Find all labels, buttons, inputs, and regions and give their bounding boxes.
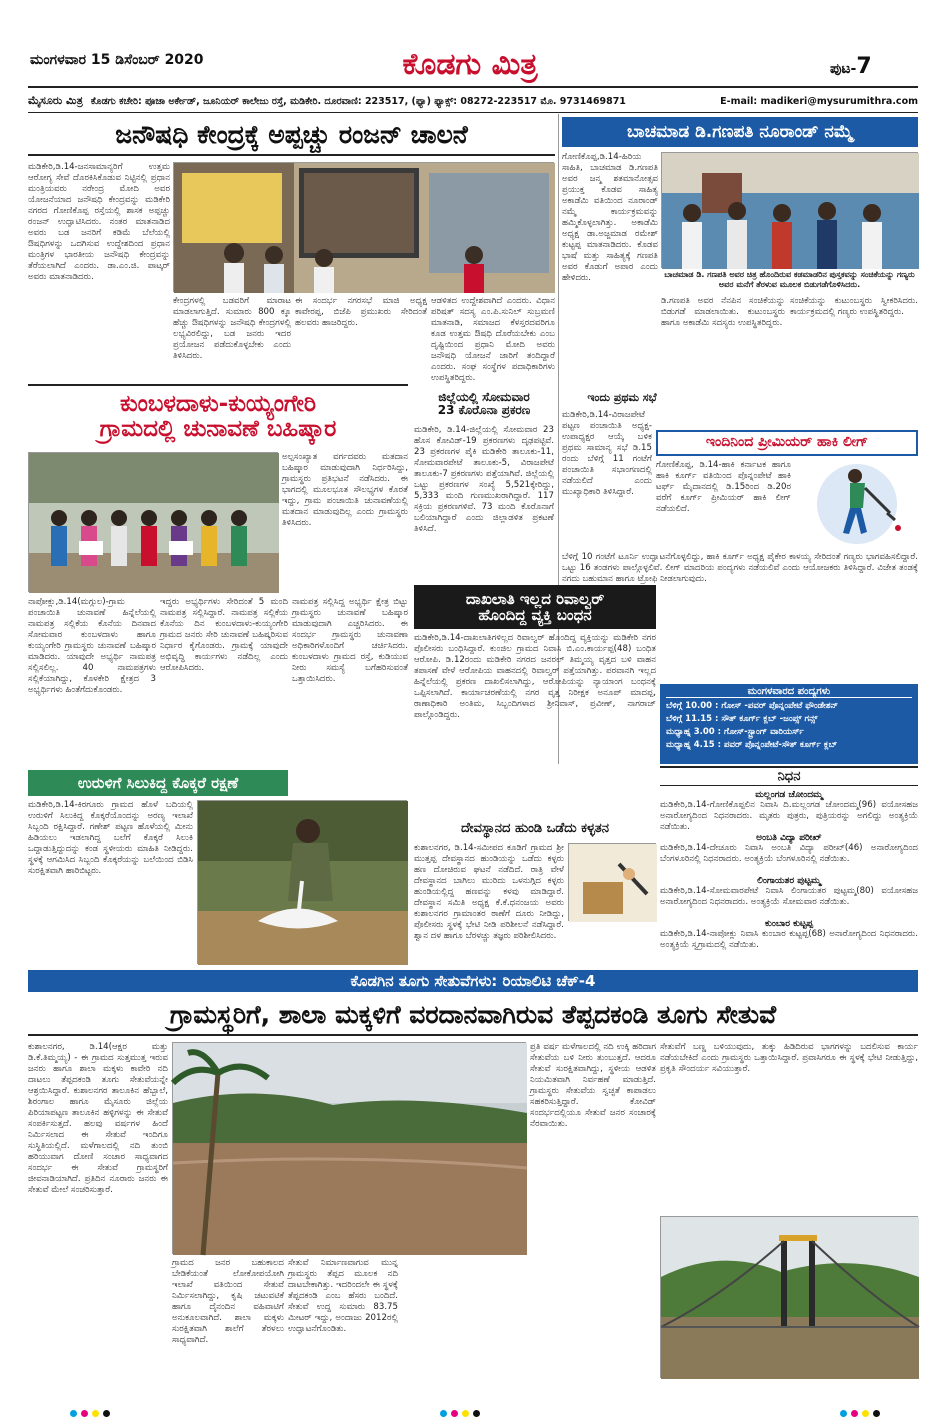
black-dot [103,1410,110,1417]
story2-column-1: ಗೋಣಿಕೊಪ್ಪ,ಡಿ.14-ಹಿರಿಯ ಸಾಹಿತಿ, ಬಾಚಮಾಡ ಡಿ.ಗಣಪತಿ ಅವರ ಜನ್ಮ ಶತಮಾನೋತ್ಸವ ಪ್ರಯುಕ್ತ ಕೊಡವ ಸಾಹಿತ್ಯ ಅಕಾಡೆಮಿ ವತಿಯಿಂದ ನೂರಾಂಡ್ ನಮ್ಮೆ ಕಾರ್ಯಕ್ರಮವನ್ನು ಹಮ್ಮಿಕೊಳ್ಳಲಾಗಿತ್ತು. ಅಕಾಡೆಮಿ ಅಧ್ಯಕ್ಷ ಡಾ.ಅಜ್ಜಮಾಡ ರಮೇಶ್ ಕುಟ್ಟಪ್ಪ ಮಾತನಾಡಿದರು. ಕೊಡವ ಭಾಷೆ ಮತ್ತು ಸಾಹಿತ್ಯಕ್ಕೆ ಗಣಪತಿ ಅವರ ಕೊಡುಗೆ ಅಪಾರ ಎಂದು ಹೇಳಿದರು. [562,152,658,283]
story5-headline: ಇಂದು ಪ್ರಥಮ ಸಭೆ [587,390,657,404]
story3-column-2: ಇದ್ದರು ಅಭ್ಯರ್ಥಿಗಳು ಸೇರಿದಂತೆ 5 ಮಂದಿ ನಾಮಪತ್ರ ಸಲ್ಲಿಸಿದ್ದಾರೆ. ನಾಮಪತ್ರ ಸಲ್ಲಿಕೆಯ ಕೊನೆಯ ದಿನ ಕುಂಬಳದಾಳು-ಕುಯ್ಯಂಗೇರಿ ಗ್ರಾಮದ ಜನರು ಸೇರಿ ಚುನಾವಣೆ ಬಹಿಷ್ಕರಿಸುವ ನಿರ್ಧಾರ ಕೈಗೊಂಡರು. ಗ್ರಾಮಕ್ಕೆ ಯಾವುದೇ ಅಭಿವೃದ್ಧಿ ಕಾರ್ಯಗಳು ನಡೆದಿಲ್ಲ ಎಂದು ಆರೋಪಿಸಿದರು. [160,597,288,673]
match-row: ಮಧ್ಯಾಹ್ನ 3.00 : ಗೋಸ್-ಸ್ಟ್ರಾಂಗ್ ವಾರಿಯರ್ಸ್ [666,727,804,737]
story4-headline-line1: ಜಿಲ್ಲೆಯಲ್ಲಿ ಸೋಮವಾರ [438,389,530,404]
story3-column-3: ನಾಮಪತ್ರ ಸಲ್ಲಿಸಿದ್ದ ಅಭ್ಯರ್ಥಿ ಕ್ಷೇತ್ರ ಬಿಟ್ಟು ಗ್ರಾಮಸ್ಥರು ಚುನಾವಣೆ ಬಹಿಷ್ಕಾರ ಮಾಡುವುದಾಗಿ ಎಚ್ಚರಿಸಿದರು. ಈ ಸಂದರ್ಭ ಗ್ರಾಮಸ್ಥರು ಚುನಾವಣಾ ಅಧಿಕಾರಿಗಳೊಂದಿಗೆ ಚರ್ಚಿಸಿದರು. ಕುಂಬಳದಾಳು ಗ್ರಾಮದ ರಸ್ತೆ, ಕುಡಿಯುವ ನೀರು ಸಮಸ್ಯೆ ಬಗೆಹರಿಸುವಂತೆ ಒತ್ತಾಯಿಸಿದರು. [292,597,408,684]
story8-body: ಮಡಿಕೇರಿ,ಡಿ.14-ಕಿರಗೂರು ಗ್ರಾಮದ ಹೊಳೆ ಬದಿಯಲ್ಲಿ ಉರುಳಿಗೆ ಸಿಲುಕಿದ್ದ ಕೊಕ್ಕರೆಯೊಂದನ್ನು ಅರಣ್ಯ ಇಲಾಖೆ ಸಿಬ್ಬಂದಿ ರಕ್ಷಿಸಿದ್ದಾರೆ. ಗಣೇಶ್ ಪಟ್ಟಣ ಹೊಳೆಯಲ್ಲಿ ಮೀನು ಹಿಡಿಯಲು ಇಡಲಾಗಿದ್ದ ಬಲೆಗೆ ಕೊಕ್ಕರೆ ಸಿಲುಕಿ ಒದ್ದಾಡುತ್ತಿದ್ದುದನ್ನು ಕಂಡ ಸ್ಥಳೀಯರು ಮಾಹಿತಿ ನೀಡಿದ್ದರು. ಸ್ಥಳಕ್ಕೆ ಆಗಮಿಸಿದ ಸಿಬ್ಬಂದಿ ಕೊಕ್ಕರೆಯನ್ನು ಬಲೆಯಿಂದ ಬಿಡಿಸಿ ಸುರಕ್ಷಿತವಾಗಿ ಹಾರಿಬಿಟ್ಟರು. [28,800,193,876]
story3-column-1: ನಾಪೋಕ್ಲು,ಡಿ.14(ಮಗ್ಗುಲ)-ಗ್ರಾಮ ಪಂಚಾಯಿತಿ ಚುನಾವಣೆ ಹಿನ್ನೆಲೆಯಲ್ಲಿ ನಾಮಪತ್ರ ಸಲ್ಲಿಕೆಯ ಕೊನೆಯ ದಿನವಾದ ಸೋಮವಾರ ಕುಂಬಳದಾಳು ಹಾಗೂ ಕುಯ್ಯಂಗೇರಿ ಗ್ರಾಮಸ್ಥರು ಚುನಾವಣೆ ಬಹಿಷ್ಕಾರ ಮಾಡಿದರು. ಯಾವುದೇ ಅಭ್ಯರ್ಥಿ ನಾಮಪತ್ರ ಸಲ್ಲಿಸಲಿಲ್ಲ. 40 ನಾಮಪತ್ರಗಳು ಸಲ್ಲಿಕೆಯಾಗಿದ್ದು, ಕೊಳಕೇರಿ ಕ್ಷೇತ್ರದ 3 ಅಭ್ಯರ್ಥಿಗಳು ಹಿಂತೆಗೆದುಕೊಂಡರು. [28,597,156,695]
obituary-title: ನಿಧನ [777,768,801,784]
protest-photo [29,453,279,593]
story1-column-2: ಕೇಂದ್ರಗಳಲ್ಲಿ ಬಡವರಿಗೆ ಮಾರಾಟ ಮಾಡಲಾಗುತ್ತಿದೆ. ಸುಮಾರು 800 ಕ್ಕೂ ಹೆಚ್ಚು ಔಷಧಿಗಳನ್ನು ಜನೌಷಧಿ ಕೇಂದ್ರಗಳಲ್ಲಿ ಲಭ್ಯವಿರಲಿದ್ದು, ಬಡ ಜನರು ಇದರ ಪ್ರಯೋಜನ ಪಡೆದುಕೊಳ್ಳಬೇಕು ಎಂದು ತಿಳಿಸಿದರು. [173,296,291,361]
river-landscape-photo [173,1043,527,1255]
cyan-dot [840,1410,847,1417]
book-release-photo [662,153,919,269]
match-row: ಮಧ್ಯಾಹ್ನ 4.15 : ಪವರ್ ಪೊನ್ನಂಪೇಟೆ-ಸೌತ್ ಕೂರ್ಗ್ ಕ್ಲಬ್ [666,740,838,750]
story10-column-5: ಸೇತುವೆಗೆ ಬಣ್ಣ ಬಳಿಯುವುದು, ತುಕ್ಕು ಹಿಡಿದಿರುವ ಭಾಗಗಳನ್ನು ಬದಲಿಸುವ ಕಾರ್ಯ ನಡೆಯಬೇಕಿದೆ ಎಂದು ಗ್ರಾಮಸ್ಥರು ಒತ್ತಾಯಿಸಿದ್ದಾರೆ. ಪ್ರವಾಸಿಗರೂ ಈ ಸ್ಥಳಕ್ಕೆ ಭೇಟಿ ನೀಡುತ್ತಿದ್ದು, ಪ್ರಕೃತಿ ಸೌಂದರ್ಯ ಸವಿಯುತ್ತಾರೆ. [660,1042,918,1074]
yellow-dot [92,1410,99,1417]
story9-headline: ದೇವಸ್ಥಾನದ ಹುಂಡಿ ಒಡೆದು ಕಳ್ಳತನ [460,820,610,836]
bridge-photo [660,1216,918,1378]
header-rule [28,86,918,88]
match-row: ಬೆಳಿಗ್ಗೆ 11.15 : ಸೌತ್ ಕೂರ್ಗ್ ಕ್ಲಬ್ -ಜಂಪ್ಸ್ ಗನ್ಸ್ [666,714,818,724]
obituary-name: ಅಂಬತಿ ವಿದ್ಯಾ ಪರೀಖ್ [756,833,822,843]
registration-dots-left [70,1410,110,1417]
subheader [28,92,918,110]
story10-column-4: ಪ್ರತಿ ವರ್ಷ ಮಳೆಗಾಲದಲ್ಲಿ ನದಿ ಉಕ್ಕಿ ಹರಿದಾಗ ಸೇತುವೆಯ ಬಳಿ ನೀರು ತುಂಬುತ್ತದೆ. ಆದರೂ ಸೇತುವೆ ಸುರಕ್ಷಿತವಾಗಿದ್ದು, ಸ್ಥಳೀಯ ಆಡಳಿತ ನಿಯಮಿತವಾಗಿ ನಿರ್ವಹಣೆ ಮಾಡುತ್ತಿದೆ. ಗ್ರಾಮಸ್ಥರು ಸೇತುವೆಯ ಸ್ವಚ್ಛತೆ ಕಾಪಾಡಲು ಸಹಕರಿಸುತ್ತಿದ್ದಾರೆ. ಕೋವಿಡ್ ಸಂದರ್ಭದಲ್ಲಿಯೂ ಸೇತುವೆ ಜನರ ಸಂಚಾರಕ್ಕೆ ನೆರವಾಯಿತು. [530,1042,656,1129]
email-address: E-mail: madikeri@mysurumithra.com [720,95,918,107]
story8-photo [197,800,407,964]
story4-body: ಮಡಿಕೇರಿ, ಡಿ.14-ಜಿಲ್ಲೆಯಲ್ಲಿ ಸೋಮವಾರ 23 ಹೊಸ ಕೋವಿಡ್-19 ಪ್ರಕರಣಗಳು ದೃಢಪಟ್ಟಿವೆ. 23 ಪ್ರಕರಣಗಳ ಪೈಕಿ ಮಡಿಕೇರಿ ತಾಲೂಕು-11, ಸೋಮವಾರಪೇಟೆ ತಾಲೂಕು-5, ವಿರಾಜಪೇಟೆ ತಾಲೂಕು-7 ಪ್ರಕರಣಗಳು ಪತ್ತೆಯಾಗಿವೆ. ಜಿಲ್ಲೆಯಲ್ಲಿ ಒಟ್ಟು ಪ್ರಕರಣಗಳ ಸಂಖ್ಯೆ 5,521ಕ್ಕೇರಿದ್ದು, 5,333 ಮಂದಿ ಗುಣಮುಖರಾಗಿದ್ದಾರೆ. 117 ಸಕ್ರಿಯ ಪ್ರಕರಣಗಳಿವೆ. 73 ಮಂದಿ ಕೊರೊನಾಗೆ ಬಲಿಯಾಗಿದ್ದಾರೆ ಎಂದು ಜಿಲ್ಲಾಡಳಿತ ಪ್ರಕಟಣೆ ತಿಳಿಸಿದೆ. [414,425,554,534]
page-prefix: ಪುಟ- [830,61,857,77]
hanging-bridge-photo [661,1217,919,1379]
obituary-item [660,919,918,951]
story7-headline-line2: ಹೊಂದಿದ್ದ ವ್ಯಕ್ತಿ ಬಂಧನ [478,606,592,624]
story7-headline [414,585,656,629]
black-dot [473,1410,480,1417]
black-dot [873,1410,880,1417]
obituary-item [660,876,918,919]
brand-name: ಮೈಸೂರು ಮಿತ್ರ [28,94,83,107]
story6-headline: ಇಂದಿನಿಂದ ಪ್ರೀಮಿಯರ್ ಹಾಕಿ ಲೀಗ್ [656,430,918,456]
story10-column-1: ಕುಶಾಲನಗರ, ಡಿ.14(ಆಕ್ಷರ ಮತ್ತು ಡಿ.ಕೆ.ತಿಮ್ಮಯ್ಯ) - ಈ ಗ್ರಾಮದ ಸುತ್ತಮುತ್ತ ಇರುವ ಜನರು ಹಾಗೂ ಶಾಲಾ ಮಕ್ಕಳು ಕಾವೇರಿ ನದಿ ದಾಟಲು ತೆಪ್ಪದಕಂಡಿ ತೂಗು ಸೇತುವೆಯನ್ನೇ ಆಶ್ರಯಿಸಿದ್ದಾರೆ. ಕುಶಾಲನಗರ ತಾಲೂಕಿನ ಹೆಬ್ಬಾಲೆ, ಶಿರಂಗಾಲ ಹಾಗೂ ಮೈಸೂರು ಜಿಲ್ಲೆಯ ಪಿರಿಯಾಪಟ್ಟಣ ತಾಲೂಕಿನ ಹಳ್ಳಿಗಳನ್ನು ಈ ಸೇತುವೆ ಸಂಪರ್ಕಿಸುತ್ತದೆ. ಹಲವು ವರ್ಷಗಳ ಹಿಂದೆ ನಿರ್ಮಿಸಲಾದ ಈ ಸೇತುವೆ ಇಂದಿಗೂ ಸುಸ್ಥಿತಿಯಲ್ಲಿದೆ. ಮಳೆಗಾಲದಲ್ಲಿ ನದಿ ತುಂಬಿ ಹರಿಯುವಾಗ ದೋಣಿ ಸಂಚಾರ ಸಾಧ್ಯವಾಗದ ಸಂದರ್ಭ ಈ ಸೇತುವೆ ಗ್ರಾಮಸ್ಥರಿಗೆ ಜೀವನಾಡಿಯಾಗಿದೆ. ಪ್ರತಿದಿನ ನೂರಾರು ಜನರು ಈ ಸೇತುವೆ ಮೇಲೆ ಸಂಚರಿಸುತ್ತಾರೆ. [28,1042,168,1195]
obituary-text: ಮಡಿಕೇರಿ,ಡಿ.14-ಸೋಮವಾರಪೇಟೆ ನಿವಾಸಿ ಲಿಂಗಾಯತರ ಪುಟ್ಟಮ್ಮ(80) ವಯೋಸಹಜ ಅನಾರೋಗ್ಯದಿಂದ ನಿಧನರಾದರು. ಅಂತ್ಯಕ್ರಿಯೆ ಸೋಮವಾರ ನಡೆಯಿತು. [660,886,918,907]
page-number [830,54,872,79]
obituary-text: ಮಡಿಕೇರಿ,ಡಿ.14-ನಾಪೋಕ್ಲು ನಿವಾಸಿ ಕುಂಬಾರ ಕುಟ್ಟಪ್ಪ(68) ಅನಾರೋಗ್ಯದಿಂದ ನಿಧನರಾದರು. ಅಂತ್ಯಕ್ರಿಯೆ ಸ್ವಗ್ರಾಮದಲ್ಲಿ ನಡೆಯಿತು. [660,929,918,950]
story1-column-4: ಆಡಳಿತದ ಉದ್ದೇಶವಾಗಿದೆ ಎಂದರು. ವಿಧಾನ ಪರಿಷತ್ ಸದಸ್ಯ ಎಂ.ಪಿ.ಸುನಿಲ್ ಸುಬ್ರಮಣಿ ಮಾತನಾಡಿ, ಸಮಾಜದ ಕೆಳಸ್ತರದವರಿಗೂ ಕೂಡ ಉತ್ತಮ ಔಷಧಿ ದೊರೆಯಬೇಕು ಎಂಬ ದೃಷ್ಟಿಯಿಂದ ಪ್ರಧಾನಿ ಮೋದಿ ಅವರು ಜನೌಷಧಿ ಯೋಜನೆ ಜಾರಿಗೆ ತಂದಿದ್ದಾರೆ ಎಂದರು. ಸಂಘ ಸಂಸ್ಥೆಗಳ ಪದಾಧಿಕಾರಿಗಳು ಉಪಸ್ಥಿತರಿದ್ದರು. [431,296,555,383]
obituary-text: ಮಡಿಕೇರಿ,ಡಿ.14-ದೇಚೂರು ನಿವಾಸಿ ಅಂಬತಿ ವಿದ್ಯಾ ಪರೀಖ್(46) ಅನಾರೋಗ್ಯದಿಂದ ಬೆಂಗಳೂರಿನಲ್ಲಿ ನಿಧನರಾದರು. ಅಂತ್ಯಕ್ರಿಯೆ ಬೆಂಗಳೂರಿನಲ್ಲಿ ನಡೆಯಿತು. [660,843,918,864]
subheader-rule [28,112,918,113]
story10-column-2: ಗ್ರಾಮದ ಜನರ ಬಹುಕಾಲದ ಬೇಡಿಕೆಯಂತೆ ಲೋಕೋಪಯೋಗಿ ಇಲಾಖೆ ವತಿಯಿಂದ ಸೇತುವೆ ನಿರ್ಮಿಸಲಾಗಿದ್ದು, ಕೃಷಿ ಚಟುವಟಿಕೆ ಹಾಗೂ ದೈನಂದಿನ ವಹಿವಾಟಿಗೆ ಅನುಕೂಲವಾಗಿದೆ. ಶಾಲಾ ಮಕ್ಕಳು ಸುರಕ್ಷಿತವಾಗಿ ಶಾಲೆಗೆ ತೆರಳಲು ಸಾಧ್ಯವಾಗಿದೆ. [172,1258,284,1345]
hockey-player-illustration [795,458,918,550]
magenta-dot [451,1410,458,1417]
registration-dots-center [440,1410,480,1417]
river-photo [172,1042,526,1254]
story2-column-3: ಸಂಚಿಕೆಯನ್ನು ಕುಟುಂಬಸ್ಥರು ಸ್ವೀಕರಿಸಿದರು. ಕಾರ್ಯಕ್ರಮದಲ್ಲಿ ಗಣ್ಯರು ಉಪಸ್ಥಿತರಿದ್ದರು. [790,296,918,317]
story7-headline-line1: ದಾಖಲಾತಿ ಇಲ್ಲದ ರಿವಾಲ್ವರ್ [465,589,605,608]
story9-illustration [568,843,656,921]
story6-body-1: ಗೋಣಿಕೊಪ್ಪ, ಡಿ.14-ಹಾಕಿ ಕರ್ನಾಟಕ ಹಾಗೂ ಹಾಕಿ ಕೂರ್ಗ್ ವತಿಯಿಂದ ಪೊನ್ನಂಪೇಟೆ ಹಾಕಿ ಟರ್ಫ್ ಮೈದಾನದಲ್ಲಿ ಡಿ.15ರಿಂದ ಡಿ.20ರ ವರೆಗೆ ಕೂರ್ಗ್ ಪ್ರೀಮಿಯರ್ ಹಾಕಿ ಲೀಗ್ ನಡೆಯಲಿದೆ. [656,460,791,514]
cyan-dot [440,1410,447,1417]
obituary-header [660,766,918,786]
office-address: ಕೊಡಗು ಕಚೇರಿ: ಪೂಜಾ ಅರ್ಕೇಡ್, ಜೂನಿಯರ್ ಕಾಲೇಜು ರಸ್ತೆ, ಮಡಿಕೇರಿ. ದೂರವಾಣಿ: 223517, (ಫ್ಯಾ) ಫ್ಯಾಕ್ಸ್: 08272-223517 ಮೊ. 9731469871 [90,95,626,107]
story3-headline [28,384,408,448]
obituary-name: ಕುಂಬಾರ ಕುಟ್ಟಪ್ಪ [764,919,814,929]
matches-title: ಮಂಗಳವಾರದ ಪಂದ್ಯಗಳು [666,686,912,698]
obituary-list [660,790,918,965]
story3-headline-line2: ಗ್ರಾಮದಲ್ಲಿ ಚುನಾವಣೆ ಬಹಿಷ್ಕಾರ [99,416,337,442]
story2-column-2: ಡಿ.ಗಣಪತಿ ಅವರ ನೆನಪಿನ ಸಂಚಿಕೆಯನ್ನು ಬಿಡುಗಡೆ ಮಾಡಲಾಯಿತು. ಕುಟುಂಬಸ್ಥರು ಹಾಗೂ ಅಕಾಡೆಮಿ ಸದಸ್ಯರು ಉಪಸ್ಥಿತರಿದ್ದರು. [661,296,785,328]
cyan-dot [70,1410,77,1417]
registration-dots-right [840,1410,880,1417]
story2-headline: ಬಾಚಮಾಡ ಡಿ.ಗಣಪತಿ ನೂರಾಂಡ್ ನಮ್ಮೆ [562,117,918,147]
story4-headline [414,386,554,422]
story6-body-2-start [656,511,791,551]
obituary-text: ಮಡಿಕೇರಿ,ಡಿ.14-ಗೋಣಿಕೊಪ್ಪಲಿನ ನಿವಾಸಿ ದಿ.ಮಲ್ಲಂಗಡ ಚೋಂದಮ್ಮ(96) ವಯೋಸಹಜ ಅನಾರೋಗ್ಯದಿಂದ ನಿಧನರಾದರು. ಮೃತರು ಪುತ್ರರು, ಪುತ್ರಿಯರನ್ನು ಅಗಲಿದ್ದು ಅಂತ್ಯಕ್ರಿಯೆ ನಡೆಯಿತು. [660,800,918,832]
magenta-dot [851,1410,858,1417]
obituary-item [660,790,918,833]
hockey-player-icon [795,458,918,550]
story6-body-2: ಬೆಳಿಗ್ಗೆ 10 ಗಂಟೆಗೆ ಟೂರ್ನಿ ಉದ್ಘಾಟನೆಗೊಳ್ಳಲಿದ್ದು, ಹಾಕಿ ಕೂರ್ಗ್ ಅಧ್ಯಕ್ಷ ಪೈಕೇರ ಕಾಳಯ್ಯ ಸೇರಿದಂತೆ ಗಣ್ಯರು ಭಾಗವಹಿಸಲಿದ್ದಾರೆ. ಒಟ್ಟು 16 ತಂಡಗಳು ಪಾಲ್ಗೊಳ್ಳಲಿವೆ. ಲೀಗ್ ಮಾದರಿಯ ಪಂದ್ಯಗಳು ನಡೆಯಲಿವೆ ಎಂದು ಆಯೋಜಕರು ತಿಳಿಸಿದ್ದಾರೆ. ವಿಜೇತ ತಂಡಕ್ಕೆ ನಗದು ಬಹುಮಾನ ಹಾಗೂ ಟ್ರೋಫಿ ನೀಡಲಾಗುವುದು. [562,552,918,584]
obituary-name: ಲಿಂಗಾಯತರ ಪುಟ್ಟಮ್ಮ [757,876,821,886]
story2-caption: ಬಾಚಮಾಡ ಡಿ. ಗಣಪತಿ ಅವರ ಚಿತ್ರ ಹೊಂದಿರುವ ಕಡಮಾಡರಿನ ಪುಸ್ತಕವನ್ನು ಸಂಚಿಕೆಯನ್ನು ಗಣ್ಯರು ಅವರ ಮನೆಗೆ ತೆರಳುವ ಮೂಲಕ ಬಿಡುಗಡೆಗೊಳಿಸಿದರು. [664,270,915,289]
theft-illustration-icon [569,844,657,922]
story9-body: ಕುಶಾಲನಗರ, ಡಿ.14-ಸಮೀಪದ ಕೂಡಿಗೆ ಗ್ರಾಮದ ಶ್ರೀ ಮುತ್ತಪ್ಪ ದೇವಸ್ಥಾನದ ಹುಂಡಿಯನ್ನು ಒಡೆದು ಕಳ್ಳರು ಹಣ ದೋಚಿರುವ ಘಟನೆ ನಡೆದಿದೆ. ರಾತ್ರಿ ವೇಳೆ ದೇವಸ್ಥಾನದ ಬಾಗಿಲು ಮುರಿದು ಒಳನುಗ್ಗಿದ ಕಳ್ಳರು ಹುಂಡಿಯಲ್ಲಿದ್ದ ಹಣವನ್ನು ಕಳವು ಮಾಡಿದ್ದಾರೆ. ದೇವಸ್ಥಾನ ಸಮಿತಿ ಅಧ್ಯಕ್ಷ ಕೆ.ಕೆ.ಧನಂಜಯ ಅವರು ಕುಶಾಲನಗರ ಗ್ರಾಮಾಂತರ ಠಾಣೆಗೆ ದೂರು ನೀಡಿದ್ದು, ಪೊಲೀಸರು ಸ್ಥಳಕ್ಕೆ ಭೇಟಿ ನೀಡಿ ಪರಿಶೀಲನೆ ನಡೆಸಿದ್ದಾರೆ. ಶ್ವಾನ ದಳ ಹಾಗೂ ಬೆರಳಚ್ಚು ತಜ್ಞರು ಪರಿಶೀಲಿಸಿದರು. [414,843,564,941]
magenta-dot [81,1410,88,1417]
story1-headline: ಜನೌಷಧಿ ಕೇಂದ್ರಕ್ಕೆ ಅಪ್ಪಚ್ಚು ರಂಜನ್ ಚಾಲನೆ [28,116,555,156]
story3-headline-line1: ಕುಂಬಳದಾಳು-ಕುಯ್ಯಂಗೇರಿ [119,390,317,417]
story3-side-column: ಅಲ್ಪಸಂಖ್ಯಾತ ವರ್ಗದವರು ಮತದಾನ ಬಹಿಷ್ಕಾರ ಮಾಡುವುದಾಗಿ ನಿರ್ಧರಿಸಿದ್ದು, ಗ್ರಾಮಸ್ಥರು ಪ್ರತಿಭಟನೆ ನಡೆಸಿದರು. ಈ ಭಾಗದಲ್ಲಿ ಮೂಲಭೂತ ಸೌಲಭ್ಯಗಳ ಕೊರತೆ ಇದ್ದು, ಗ್ರಾಮ ಪಂಚಾಯಿತಿ ಚುನಾವಣೆಯಲ್ಲಿ ಮತದಾನ ಮಾಡುವುದಿಲ್ಲ ಎಂದು ಗ್ರಾಮಸ್ಥರು ತಿಳಿಸಿದರು. [282,452,408,528]
story3-photo [28,452,278,592]
story8-headline: ಉರುಳಿಗೆ ಸಿಲುಕಿದ್ದ ಕೊಕ್ಕರೆ ರಕ್ಷಣೆ [28,770,288,796]
obituary-name: ಮಲ್ಲಂಗಡ ಚೋಂದಮ್ಮ [755,790,823,800]
match-row: ಬೆಳಿಗ್ಗೆ 10.00 : ಗೋಸ್ -ಪವರ್ ಪೊನ್ನಂಪೇಟೆ ಫೌಂಡೇಶನ್ [666,701,838,711]
story10-column-3b [402,1258,526,1378]
yellow-dot [462,1410,469,1417]
story2-photo [661,152,918,268]
story1-column-1: ಮಡಿಕೇರಿ,ಡಿ.14-ಜನಸಾಮಾನ್ಯರಿಗೆ ಉತ್ತಮ ಆರೋಗ್ಯ ಸೇವೆ ದೊರಕಿಸಿಕೊಡುವ ನಿಟ್ಟಿನಲ್ಲಿ ಪ್ರಧಾನ ಮಂತ್ರಿಯವರು ನರೇಂದ್ರ ಮೋದಿ ಅವರ ಯೋಜನೆಯಾದ ಜನೌಷಧಿ ಕೇಂದ್ರವನ್ನು ಮಡಿಕೇರಿ ನಗರದ ಗೋಣಿಕೊಪ್ಪ ರಸ್ತೆಯಲ್ಲಿ ಶಾಸಕ ಅಪ್ಪಚ್ಚು ರಂಜನ್ ಉದ್ಘಾಟಿಸಿದರು. ನಂತರ ಮಾತನಾಡಿದ ಅವರು ಬಡ ಜನರಿಗೆ ಕಡಿಮೆ ಬೆಲೆಯಲ್ಲಿ ಔಷಧಿಗಳನ್ನು ಒದಗಿಸುವ ಉದ್ದೇಶದಿಂದ ಪ್ರಧಾನ ಮಂತ್ರಿಗಳ ಭಾರತೀಯ ಜನೌಷಧಿ ಕೇಂದ್ರವನ್ನು ತೆರೆಯಲಾಗಿದೆ ಎಂದರು. ಡಾ.ಎಂ.ಜಿ. ಪಾಟ್ಕರ್ ಅವರು ಮಾತನಾಡಿದರು. [28,162,170,282]
story1-column-3: ಈ ಸಂದರ್ಭ ನಗರಸಭೆ ಮಾಜಿ ಅಧ್ಯಕ್ಷ ಕಾವೇರಪ್ಪ, ಬಿಜೆಪಿ ಪ್ರಮುಖರು ಸೇರಿದಂತೆ ಹಲವರು ಹಾಜರಿದ್ದರು. [295,296,427,328]
story10-headline: ಗ್ರಾಮಸ್ಥರಿಗೆ, ಶಾಲಾ ಮಕ್ಕಳಿಗೆ ವರದಾನವಾಗಿರುವ ತೆಪ್ಪದಕಂಡಿ ತೂಗು ಸೇತುವೆ [28,996,918,1036]
series-band: ಕೊಡಗಿನ ತೂಗು ಸೇತುವೆಗಳು: ರಿಯಾಲಿಟಿ ಚೆಕ್-4 [28,970,918,992]
story1-photo [173,162,554,292]
stork-rescue-photo [198,801,408,965]
issue-date: ಮಂಗಳವಾರ 15 ಡಿಸೆಂಬರ್ 2020 [30,52,204,68]
obituary-item [660,833,918,876]
story5-body: ಮಡಿಕೇರಿ,ಡಿ.14-ವಿರಾಜಪೇಟೆ ಪಟ್ಟಣ ಪಂಚಾಯಿತಿ ಅಧ್ಯಕ್ಷ-ಉಪಾಧ್ಯಕ್ಷರ ಆಯ್ಕೆ ಬಳಿಕ ಪ್ರಥಮ ಸಾಮಾನ್ಯ ಸಭೆ ಡಿ.15 ರಂದು ಬೆಳಿಗ್ಗೆ 11 ಗಂಟೆಗೆ ಪಂಚಾಯಿತಿ ಸಭಾಂಗಣದಲ್ಲಿ ನಡೆಯಲಿದೆ ಎಂದು ಮುಖ್ಯಾಧಿಕಾರಿ ತಿಳಿಸಿದ್ದಾರೆ. [562,410,652,497]
yellow-dot [862,1410,869,1417]
story10-column-3: ಸೇತುವೆ ನಿರ್ಮಾಣವಾಗುವ ಮುನ್ನ ಗ್ರಾಮಸ್ಥರು ತೆಪ್ಪದ ಮೂಲಕ ನದಿ ದಾಟಬೇಕಾಗಿತ್ತು. ಇದರಿಂದಲೇ ಈ ಸ್ಥಳಕ್ಕೆ ತೆಪ್ಪದಕಂಡಿ ಎಂಬ ಹೆಸರು ಬಂದಿದೆ. ಸೇತುವೆ ಉದ್ದ ಸುಮಾರು 83.75 ಮೀಟರ್ ಇದ್ದು, ಅಂದಾಜು 2012ರಲ್ಲಿ ಉದ್ಘಾಟನೆಗೊಂಡಿತು. [288,1258,398,1334]
story7-body: ಮಡಿಕೇರಿ,ಡಿ.14-ದಾಖಲಾತಿಗಳಿಲ್ಲದ ರಿವಾಲ್ವರ್ ಹೊಂದಿದ್ದ ವ್ಯಕ್ತಿಯನ್ನು ಮಡಿಕೇರಿ ನಗರ ಪೊಲೀಸರು ಬಂಧಿಸಿದ್ದಾರೆ. ಕುಂಜಿಲ ಗ್ರಾಮದ ನಿವಾಸಿ ಬಿ.ಎಂ.ಕಾರ್ಯಪ್ಪ(48) ಬಂಧಿತ ಆರೋಪಿ. ಡಿ.12ರಂದು ಮಡಿಕೇರಿ ನಗರದ ಜನರಲ್ ತಿಮ್ಮಯ್ಯ ವೃತ್ತದ ಬಳಿ ವಾಹನ ತಪಾಸಣೆ ವೇಳೆ ಆರೋಪಿಯ ವಾಹನದಲ್ಲಿ ರಿವಾಲ್ವರ್ ಪತ್ತೆಯಾಗಿತ್ತು. ಪರವಾನಗಿ ಇಲ್ಲದ ಹಿನ್ನೆಲೆಯಲ್ಲಿ ಪ್ರಕರಣ ದಾಖಲಿಸಲಾಗಿದ್ದು, ಆರೋಪಿಯನ್ನು ನ್ಯಾಯಾಂಗ ಬಂಧನಕ್ಕೆ ಒಪ್ಪಿಸಲಾಗಿದೆ. ಕಾರ್ಯಾಚರಣೆಯಲ್ಲಿ ನಗರ ವೃತ್ತ ನಿರೀಕ್ಷಕ ಅನೂಪ್ ಮಾದಪ್ಪ, ಠಾಣಾಧಿಕಾರಿ ಅಂತಿಮ, ಸಿಬ್ಬಂದಿಗಳಾದ ಶ್ರೀನಿವಾಸ್, ಪ್ರವೀಣ್, ನಾಗರಾಜ್ ಪಾಲ್ಗೊಂಡಿದ್ದರು. [414,633,656,720]
story4-headline-line2: 23 ಕೊರೊನಾ ಪ್ರಕರಣ [437,403,531,417]
store-opening-photo [174,163,555,293]
masthead: ಕೊಡಗು ಮಿತ್ರ [402,46,538,82]
page-number-value: 7 [856,54,872,79]
matches-box [660,684,918,764]
